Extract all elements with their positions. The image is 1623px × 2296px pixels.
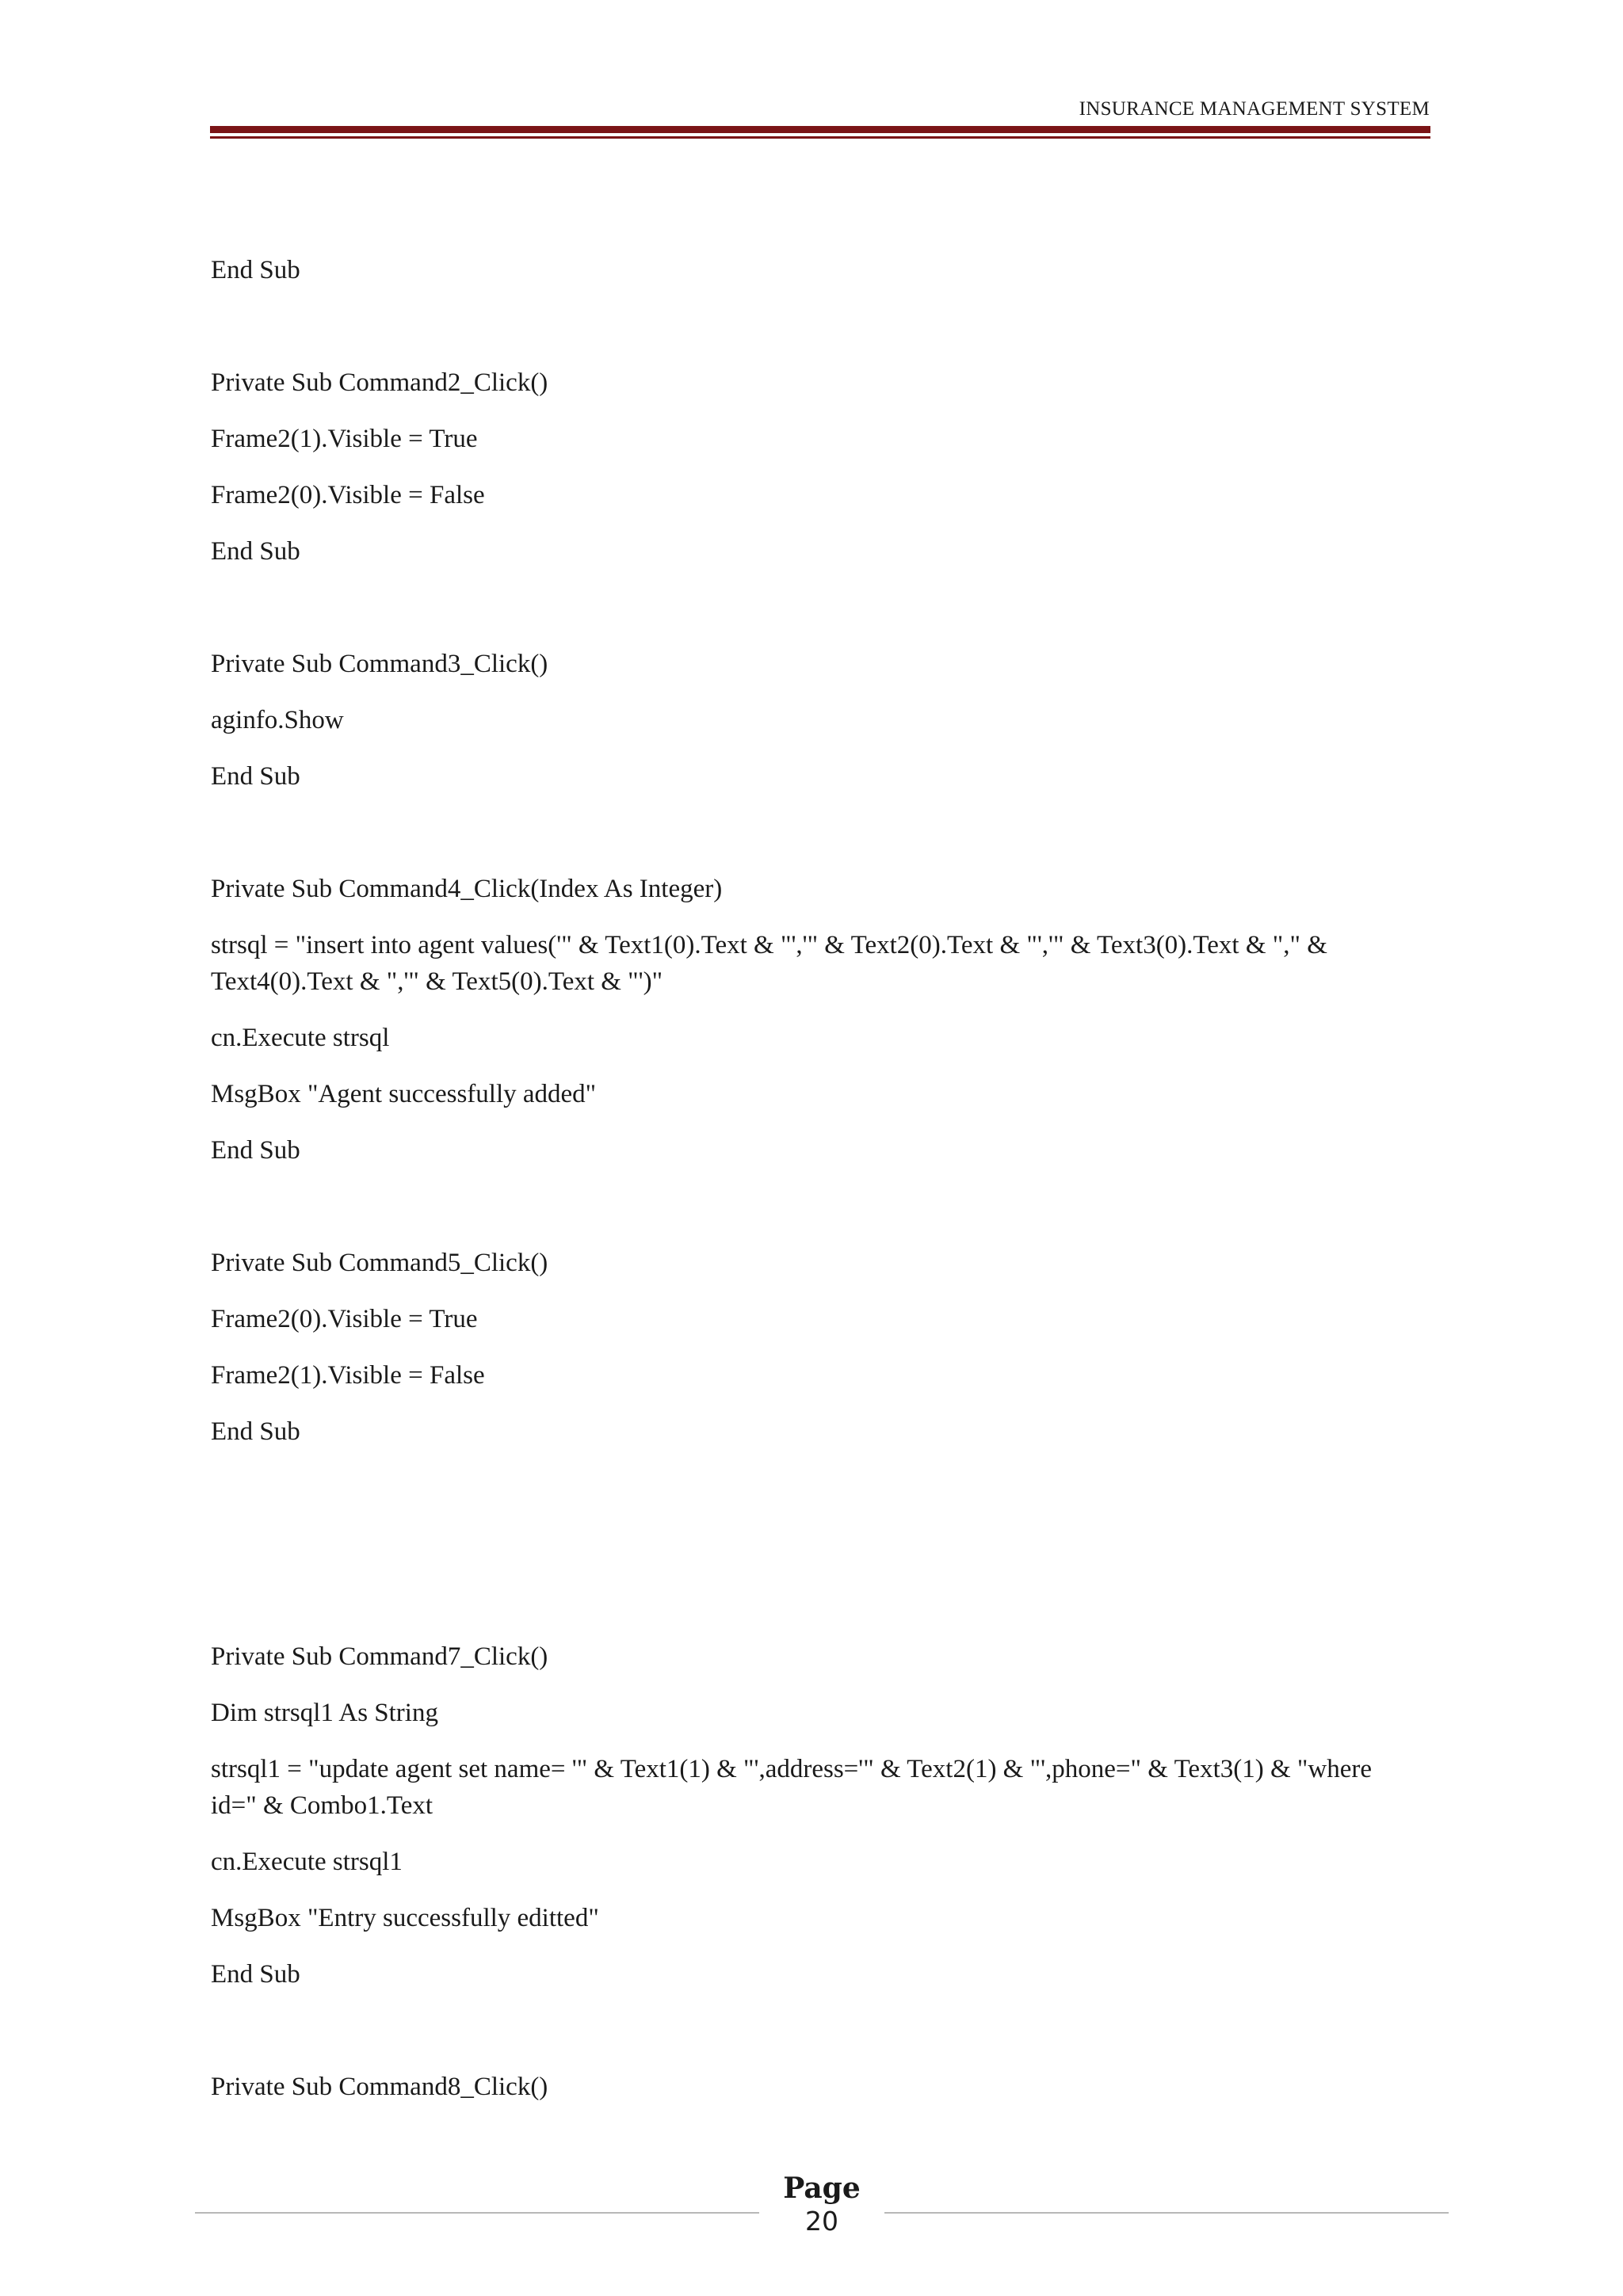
code-line: Private Sub Command7_Click() xyxy=(211,1642,548,1671)
code-line: End Sub xyxy=(211,1417,300,1446)
code-line: aginfo.Show xyxy=(211,706,344,734)
footer-rule-left xyxy=(195,2212,759,2214)
code-line: Private Sub Command2_Click() xyxy=(211,368,548,397)
code-line: End Sub xyxy=(211,256,300,284)
code-line: Dim strsql1 As String xyxy=(211,1699,438,1727)
code-line: Frame2(0).Visible = True xyxy=(211,1305,478,1333)
footer-rule-right xyxy=(884,2212,1449,2214)
code-line: End Sub xyxy=(211,1960,300,1989)
code-line: Frame2(1).Visible = False xyxy=(211,1361,485,1390)
code-line: strsql = "insert into agent values('" & Text1(0).Text & "','" & Text2(0).Text & "','" & Text3(0).Text & "," & Text4(0).Text & ",'" & Text5(0).Text & "')" xyxy=(211,931,1334,996)
header-rule xyxy=(210,126,1430,133)
code-line: Private Sub Command5_Click() xyxy=(211,1249,548,1277)
code-line: Private Sub Command3_Click() xyxy=(211,650,548,678)
code-line: cn.Execute strsql xyxy=(211,1024,390,1052)
code-line: MsgBox "Agent successfully added" xyxy=(211,1080,597,1108)
code-line: End Sub xyxy=(211,1136,300,1165)
code-line: Frame2(0).Visible = False xyxy=(211,481,485,509)
page-number: 20 xyxy=(805,2206,838,2237)
code-line: End Sub xyxy=(211,537,300,566)
page-footer xyxy=(761,2171,883,2237)
code-line: cn.Execute strsql1 xyxy=(211,1848,403,1876)
header-rule-thin xyxy=(210,136,1430,139)
code-line: Private Sub Command4_Click(Index As Integer) xyxy=(211,875,723,903)
page-label: Page xyxy=(783,2172,861,2205)
code-line: Frame2(1).Visible = True xyxy=(211,425,478,453)
code-line: Private Sub Command8_Click() xyxy=(211,2073,548,2101)
header-title: INSURANCE MANAGEMENT SYSTEM xyxy=(1079,98,1430,120)
code-line: End Sub xyxy=(211,762,300,791)
code-line: MsgBox "Entry successfully editted" xyxy=(211,1904,599,1932)
code-line: strsql1 = "update agent set name= '" & Text1(1) & "',address='" & Text2(1) & "',phone=" & Text3(1) & "where id=" & Combo1.Text xyxy=(211,1755,1379,1820)
